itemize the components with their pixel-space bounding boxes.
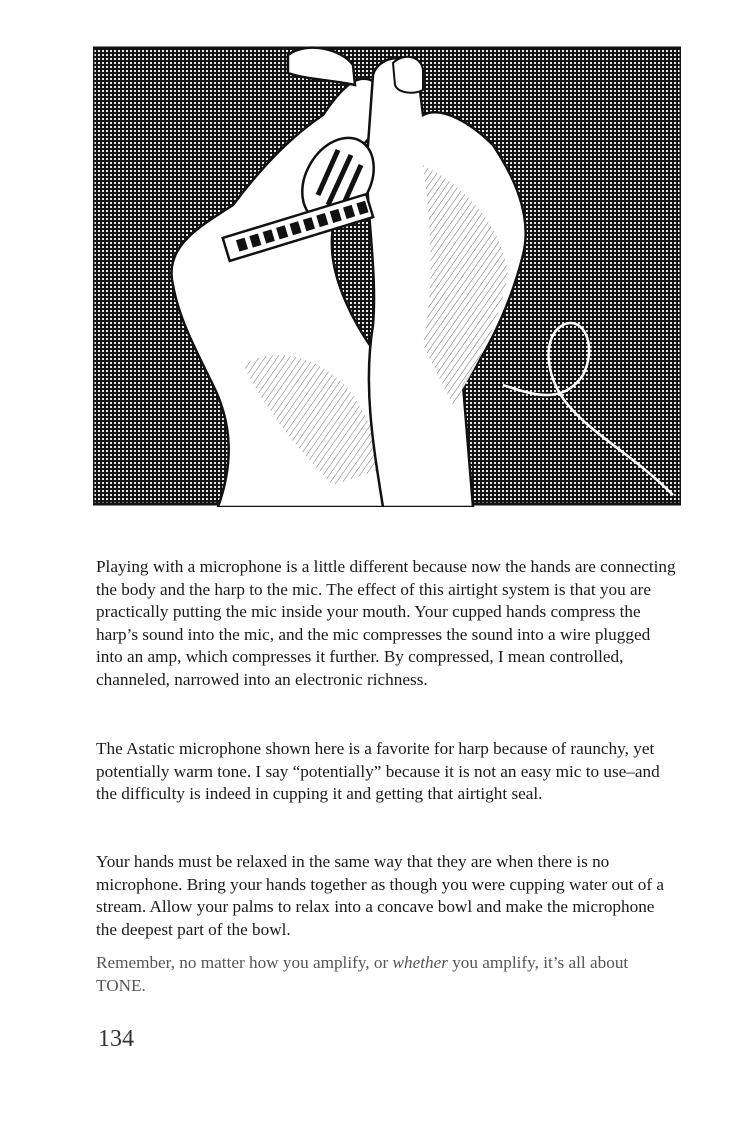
paragraph-astatic-microphone (96, 738, 676, 806)
paragraph-remember-tone (96, 952, 676, 997)
illustration-hands-microphone (93, 45, 681, 507)
paragraph-text: Your hands must be relaxed in the same way that they are when there is no microphone. Bring your hands together as though you were cupping water out of a stream. Allow your palms to relax into a concave bowl and make the microphone the deepest part of the bowl. (96, 852, 665, 939)
closing-emphasis: whether (392, 953, 448, 972)
closing-text-start: Remember, no matter how you amplify, or (96, 953, 393, 972)
paragraph-text: The Astatic microphone shown here is a favorite for harp because of raunchy, yet potentially warm tone. I say “potentially” because it is not an easy mic to use–and the difficulty is indeed in cupping it and getting that airtight seal. (96, 739, 660, 804)
closing-text-end: you amplify, it’s all about TONE. (96, 953, 629, 995)
paragraph-microphone-playing (96, 556, 676, 692)
paragraph-relaxed-hands (96, 851, 676, 941)
page-number: 134 (98, 1026, 134, 1052)
paragraph-text: Playing with a microphone is a little different because now the hands are connecting the body and the harp to the mic. The effect of this airtight system is that you are practically putting the mic inside your mouth. Your cupped hands compress the harp’s sound into the mic, and the mic compresses the sound into a wire plugged into an amp, which compresses it further. By compressed, I mean controlled, channeled, narrowed into an electronic richness. (96, 557, 676, 689)
